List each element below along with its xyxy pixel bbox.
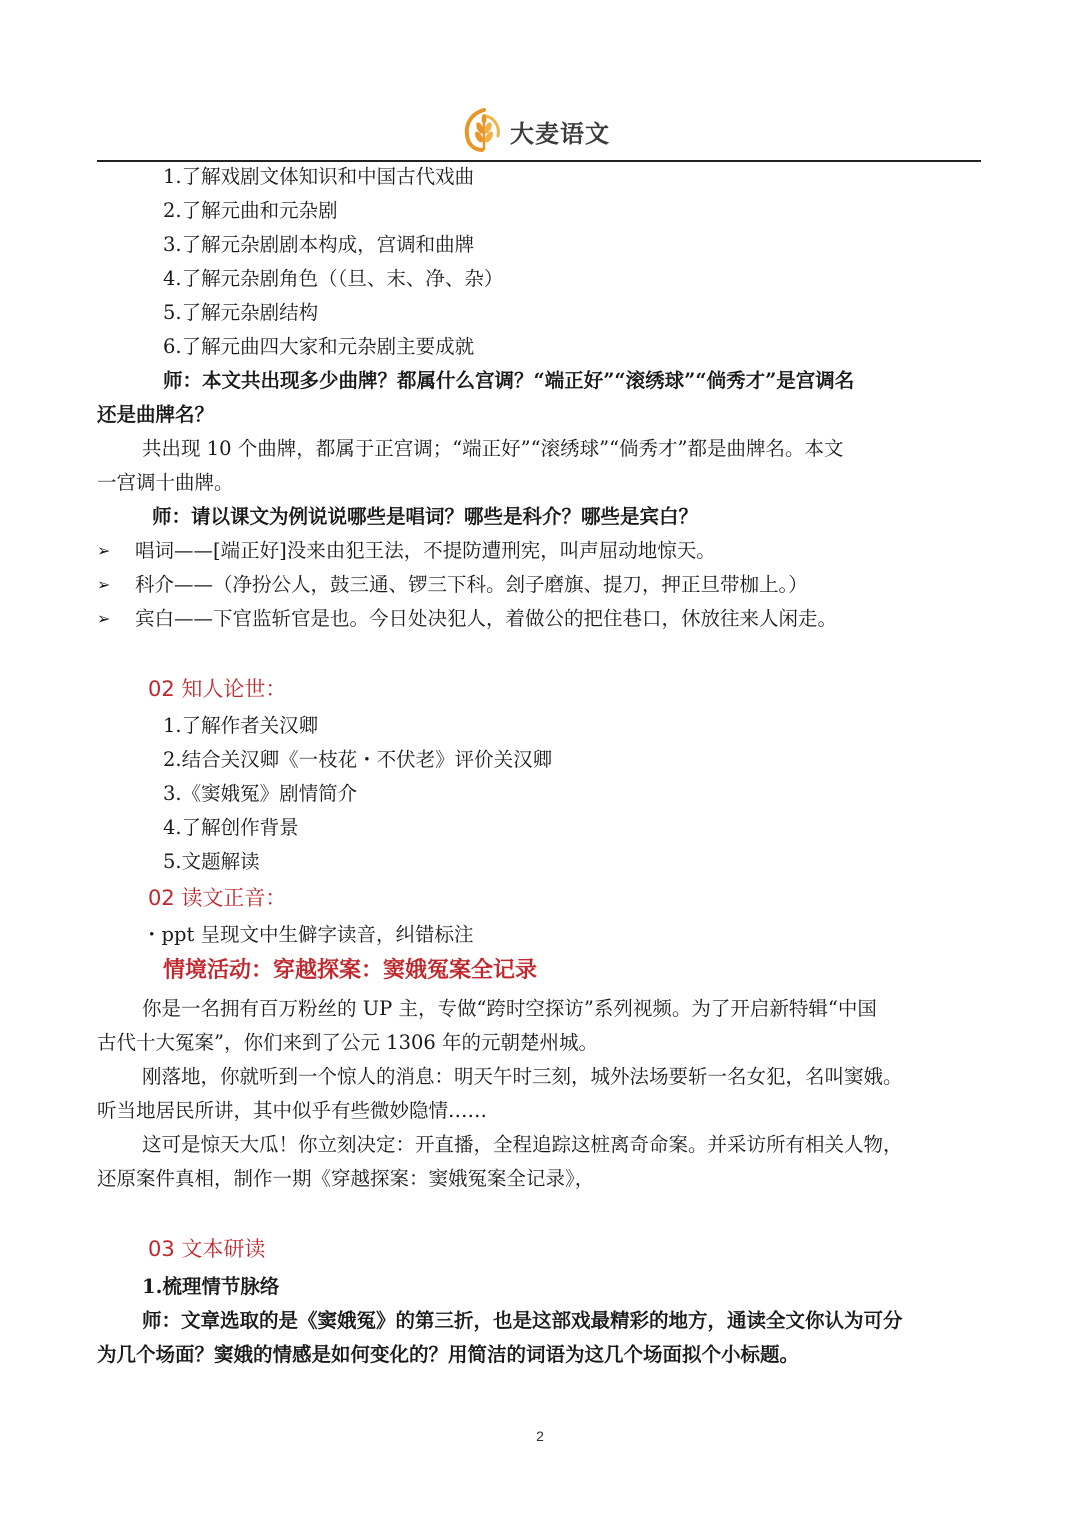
list-item: 4.了解创作背景 <box>163 816 299 839</box>
teacher-question-cont: 还是曲牌名？ <box>97 403 215 426</box>
list-item: 1.了解作者关汉卿 <box>163 714 319 737</box>
list-item: 2.结合关汉卿《一枝花・不伏老》评价关汉卿 <box>163 748 553 771</box>
list-item: 5.文题解读 <box>163 850 260 873</box>
objective-item: 6.了解元曲四大家和元杂剧主要成就 <box>163 335 475 358</box>
paragraph-line: 听当地居民所讲，其中似乎有些微妙隐情…… <box>97 1099 488 1122</box>
arrow-bullet-icon: ➢ <box>97 575 111 594</box>
list-item: ・ppt 呈现文中生僻字读音，纠错标注 <box>142 923 474 946</box>
teacher-question-cont: 为几个场面？窦娥的情感是如何变化的？用简洁的词语为这几个场面拟个小标题。 <box>97 1343 800 1366</box>
section-heading: 03 文本研读 <box>148 1237 266 1261</box>
paragraph-line: 古代十大冤案”，你们来到了公元 1306 年的元朝楚州城。 <box>97 1031 598 1054</box>
section-heading: 02 读文正音： <box>148 886 287 910</box>
paragraph-line: 刚落地，你就听到一个惊人的消息：明天午时三刻，城外法场要斩一名女犯，名叫窦娥。 <box>142 1065 903 1088</box>
wheat-logo-icon <box>460 106 508 154</box>
example-item: 科介——（净扮公人，鼓三通、锣三下科。刽子磨旗、提刀，押正旦带枷上。） <box>135 573 808 596</box>
answer-text-cont: 一宫调十曲牌。 <box>97 471 234 494</box>
page-header <box>0 100 1080 162</box>
example-item: 唱词——[端正好]没来由犯王法，不提防遭刑宪，叫声屈动地惊天。 <box>135 539 716 562</box>
teacher-question: 师：本文共出现多少曲牌？都属什么宫调？“端正好”“滚绣球”“倘秀才”是宫调名 <box>163 369 855 392</box>
teacher-question: 师：文章选取的是《窦娥冤》的第三折，也是这部戏最精彩的地方，通读全文你认为可分 <box>142 1309 903 1332</box>
answer-text: 共出现 10 个曲牌，都属于正宫调；“端正好”“滚绣球”“倘秀才”都是曲牌名。本文 <box>142 437 844 460</box>
objective-item: 2.了解元曲和元杂剧 <box>163 199 338 222</box>
header-divider <box>97 160 981 162</box>
list-item: 3.《窦娥冤》剧情简介 <box>163 782 358 805</box>
example-item: 宾白——下官监斩官是也。今日处决犯人，着做公的把住巷口，休放往来人闲走。 <box>135 607 838 630</box>
page-number: 2 <box>536 1428 544 1444</box>
objective-item: 1.了解戏剧文体知识和中国古代戏曲 <box>163 165 475 188</box>
activity-heading: 情境活动：穿越探案：窦娥冤案全记录 <box>163 958 538 983</box>
subsection-heading: 1.梳理情节脉络 <box>142 1275 280 1298</box>
paragraph-line: 这可是惊天大瓜！你立刻决定：开直播，全程追踪这桩离奇命案。并采访所有相关人物， <box>142 1133 903 1156</box>
arrow-bullet-icon: ➢ <box>97 609 111 628</box>
brand-name: 大麦语文 <box>510 120 610 148</box>
objective-item: 3.了解元杂剧剧本构成，宫调和曲牌 <box>163 233 475 256</box>
objective-item: 5.了解元杂剧结构 <box>163 301 319 324</box>
arrow-bullet-icon: ➢ <box>97 541 111 560</box>
paragraph-line: 你是一名拥有百万粉丝的 UP 主，专做“跨时空探访”系列视频。为了开启新特辑“中国 <box>142 997 877 1020</box>
teacher-question: 师：请以课文为例说说哪些是唱词？哪些是科介？哪些是宾白？ <box>152 505 699 528</box>
objective-item: 4.了解元杂剧角色（（旦、末、净、杂） <box>163 267 504 290</box>
section-heading: 02 知人论世： <box>148 677 287 701</box>
paragraph-line: 还原案件真相，制作一期《穿越探案：窦娥冤案全记录》， <box>97 1167 595 1190</box>
